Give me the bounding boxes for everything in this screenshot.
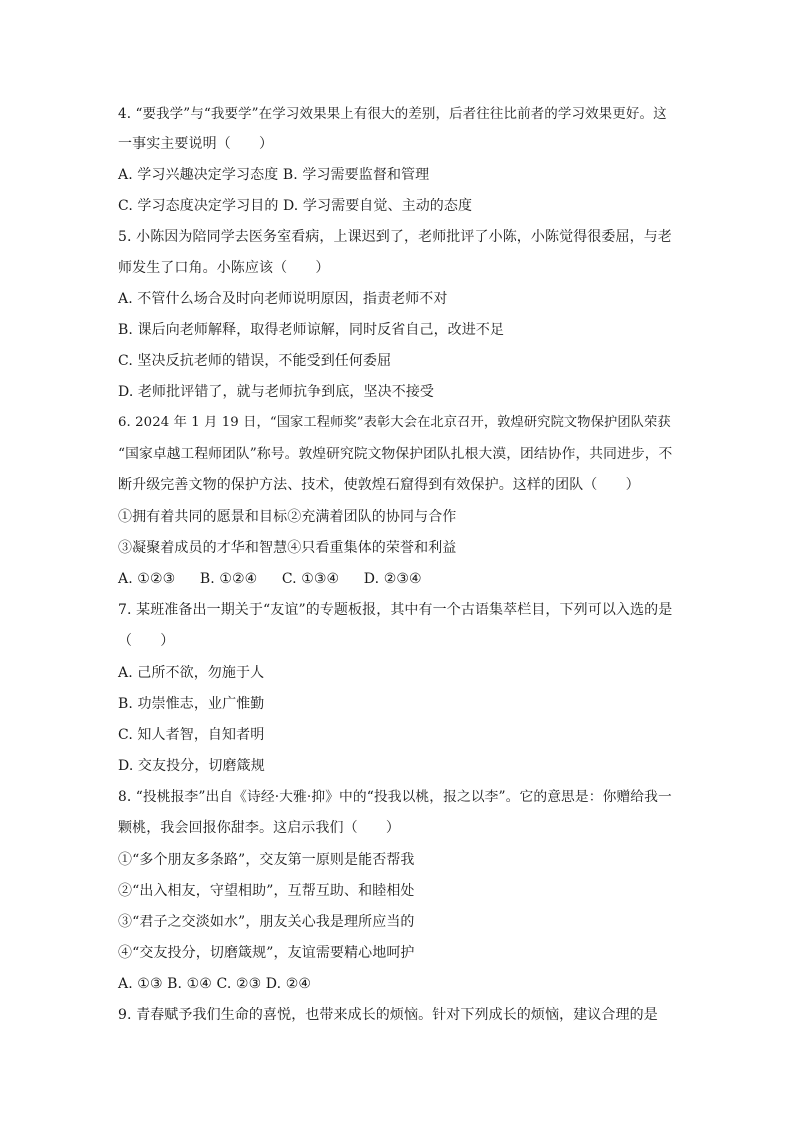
question-4-options-line-1: A. 学习兴趣决定学习态度 B. 学习需要监督和管理 <box>118 167 430 183</box>
question-6-choice-c: C. ①③④ <box>281 571 340 587</box>
question-6-choices <box>118 569 422 589</box>
question-6-stem-line-2: “国家卓越工程师团队”称号。敦煌研究院文物保护团队扎根大漠，团结协作，共同进步，不 <box>118 446 673 462</box>
question-4-stem-line-1: 4. “要我学”与“我要学”在学习效果果上有很大的差别，后者往往比前者的学习效果更好。这 <box>118 106 667 122</box>
question-7-option-a: A. 己所不欲，勿施于人 <box>118 665 265 681</box>
question-5-stem-line-2: 师发生了口角。小陈应该（ ） <box>118 260 330 276</box>
question-8-statement-1: ①“多个朋友多条路”，交友第一原则是能否帮我 <box>118 852 415 868</box>
question-8-statement-2: ②“出入相友，守望相助”，互帮互助、和睦相处 <box>118 883 415 899</box>
question-7-option-d: D. 交友投分，切磨箴规 <box>118 758 265 774</box>
question-6-choice-a: A. ①②③ <box>118 571 176 587</box>
question-5-option-b: B. 课后向老师解释，取得老师谅解，同时反省自己，改进不足 <box>118 322 505 338</box>
question-6-stem-line-3: 断升级完善文物的保护方法、技术，使敦煌石窟得到有效保护。这样的团队（ ） <box>118 477 640 493</box>
question-7-stem-line-2: （ ） <box>118 633 175 649</box>
question-8-statement-4: ④“交友投分，切磨箴规”，友谊需要精心地呵护 <box>118 945 415 961</box>
question-4-stem-line-2: 一事实主要说明（ ） <box>118 136 274 152</box>
question-4-options-line-2: C. 学习态度决定学习目的 D. 学习需要自觉、主动的态度 <box>118 198 473 214</box>
question-5-option-a: A. 不管什么场合及时向老师说明原因，指责老师不对 <box>118 291 448 307</box>
question-6-stem-line-1: 6. 2024 年 1 月 19 日，“国家工程师奖”表彰大会在北京召开，敦煌研究院文物保护团队荣获 <box>118 415 671 430</box>
question-8-choices: A. ①③ B. ①④ C. ②③ D. ②④ <box>118 976 311 992</box>
question-7-option-c: C. 知人者智，自知者明 <box>118 727 265 743</box>
question-6-choice-d: D. ②③④ <box>363 571 422 587</box>
question-5-stem-line-1: 5. 小陈因为陪同学去医务室看病，上课迟到了，老师批评了小陈，小陈觉得很委屈，与老 <box>118 229 672 245</box>
question-6-choice-b: B. ①②④ <box>199 571 258 587</box>
question-7-option-b: B. 功崇惟志，业广惟勤 <box>118 696 265 712</box>
question-8-statement-3: ③“君子之交淡如水”，朋友关心我是理所应当的 <box>118 914 415 930</box>
question-7-stem-line-1: 7. 某班准备出一期关于“友谊”的专题板报，其中有一个古语集萃栏目，下列可以入选的是 <box>118 602 673 618</box>
question-6-statement-line-2: ③凝聚着成员的才华和智慧④只看重集体的荣誉和利益 <box>118 540 457 556</box>
question-8-stem-line-1: 8. “投桃报李”出自《诗经·大雅·抑》中的“投我以桃，报之以李”。它的意思是：你赠给我一 <box>118 789 672 805</box>
question-5-option-c: C. 坚决反抗老师的错误，不能受到任何委屈 <box>118 353 392 369</box>
question-6-statement-line-1: ①拥有着共同的愿景和目标②充满着团队的协同与合作 <box>118 509 457 525</box>
question-5-option-d: D. 老师批评错了，就与老师抗争到底，坚决不接受 <box>118 384 435 400</box>
question-8-stem-line-2: 颗桃，我会回报你甜李。这启示我们（ ） <box>118 820 400 836</box>
question-9-stem-line-1: 9. 青春赋予我们生命的喜悦，也带来成长的烦恼。针对下列成长的烦恼，建议合理的是 <box>118 1007 658 1023</box>
